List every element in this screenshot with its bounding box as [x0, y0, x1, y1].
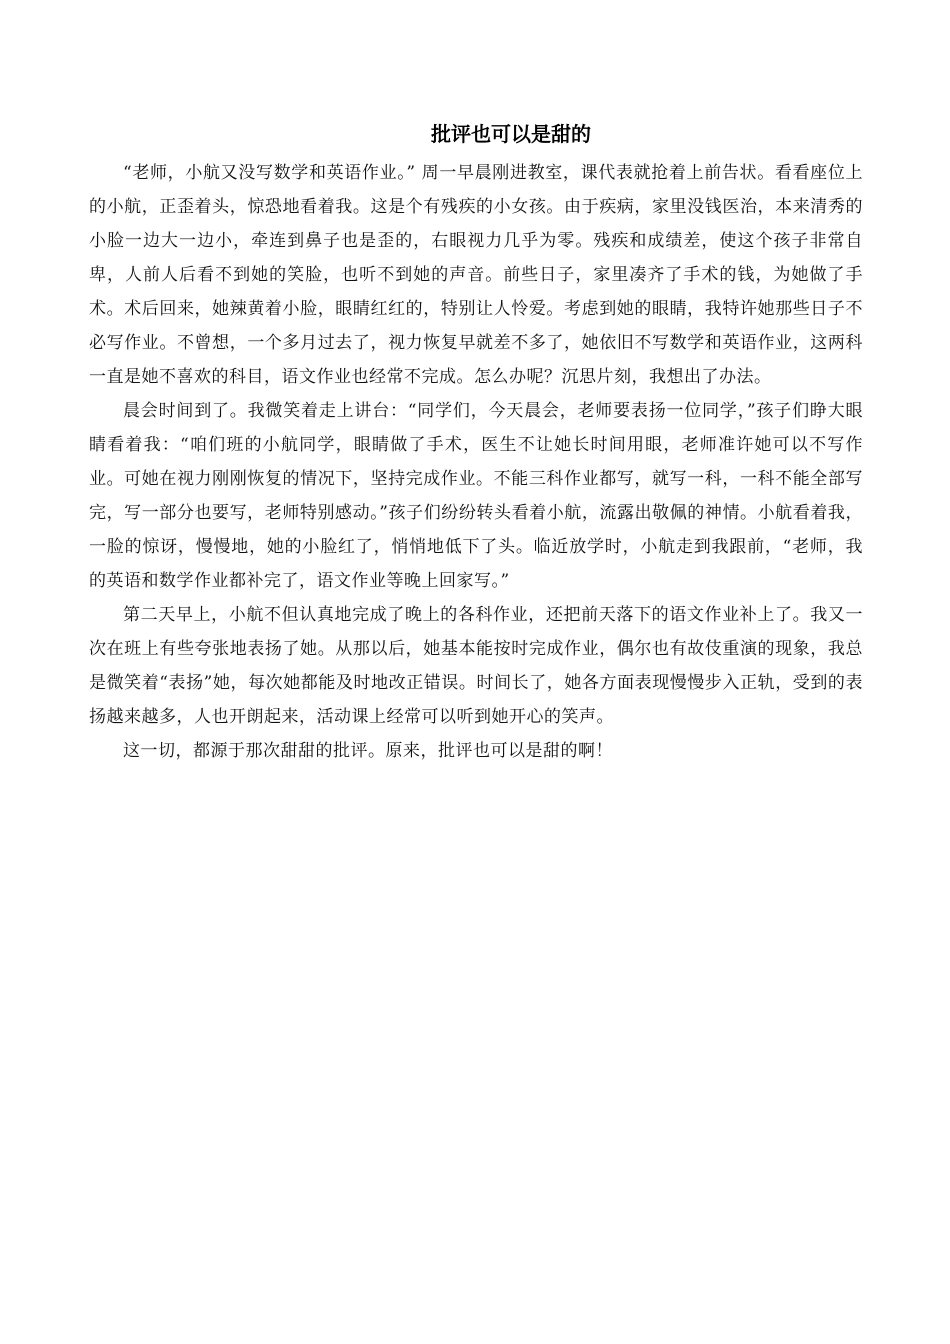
paragraph: 晨会时间到了。我微笑着走上讲台：“同学们，今天晨会，老师要表扬一位同学，”孩子们睁大眼睛看着我：“咱们班的小航同学，眼睛做了手术，医生不让她长时间用眼，老师准许她可以不写作业。可她在视力刚刚恢复的情况下，坚持完成作业。不能三科作业都写，就写一科，一科不能全部写完，写一部分也要写，老师特别感动。”孩子们纷纷转头看着小航，流露出敬佩的神情。小航看着我，一脸的惊讶，慢慢地，她的小脸红了，悄悄地低下了头。临近放学时，小航走到我跟前，“老师，我的英语和数学作业都补完了，语文作业等晚上回家写。”: [89, 401, 863, 591]
paragraph: 这一切，都源于那次甜甜的批评。原来，批评也可以是甜的啊！: [123, 741, 613, 761]
paragraph: “老师，小航又没写数学和英语作业。” 周一早晨刚进教室，课代表就抢着上前告状。看看座位上的小航，正歪着头，惊恐地看着我。这是个有残疾的小女孩。由于疾病，家里没钱医治，本来清秀的小脸一边大一边小，牵连到鼻子也是歪的，右眼视力几乎为零。残疾和成绩差，使这个孩子非常自卑，人前人后看不到她的笑脸，也听不到她的声音。前些日子，家里凑齐了手术的钱，为她做了手术。术后回来，她辣黄着小脸，眼睛红红的，特别让人怜爱。考虑到她的眼睛，我特许她那些日子不必写作业。不曾想，一个多月过去了，视力恢复早就差不多了，她依旧不写数学和英语作业，这两科一直是她不喜欢的科目，语文作业也经常不完成。怎么办呢？沉思片刻，我想出了办法。: [89, 163, 863, 387]
document-title: 批评也可以是甜的: [431, 122, 591, 146]
paragraph: 第二天早上，小航不但认真地完成了晚上的各科作业，还把前天落下的语文作业补上了。我又一次在班上有些夸张地表扬了她。从那以后，她基本能按时完成作业，偶尔也有故伎重演的现象，我总是微笑着“表扬”她，每次她都能及时地改正错误。时间长了，她各方面表现慢慢步入正轨，受到的表扬越来越多，人也开朗起来，活动课上经常可以听到她开心的笑声。: [89, 605, 863, 727]
document-body: [89, 156, 863, 768]
